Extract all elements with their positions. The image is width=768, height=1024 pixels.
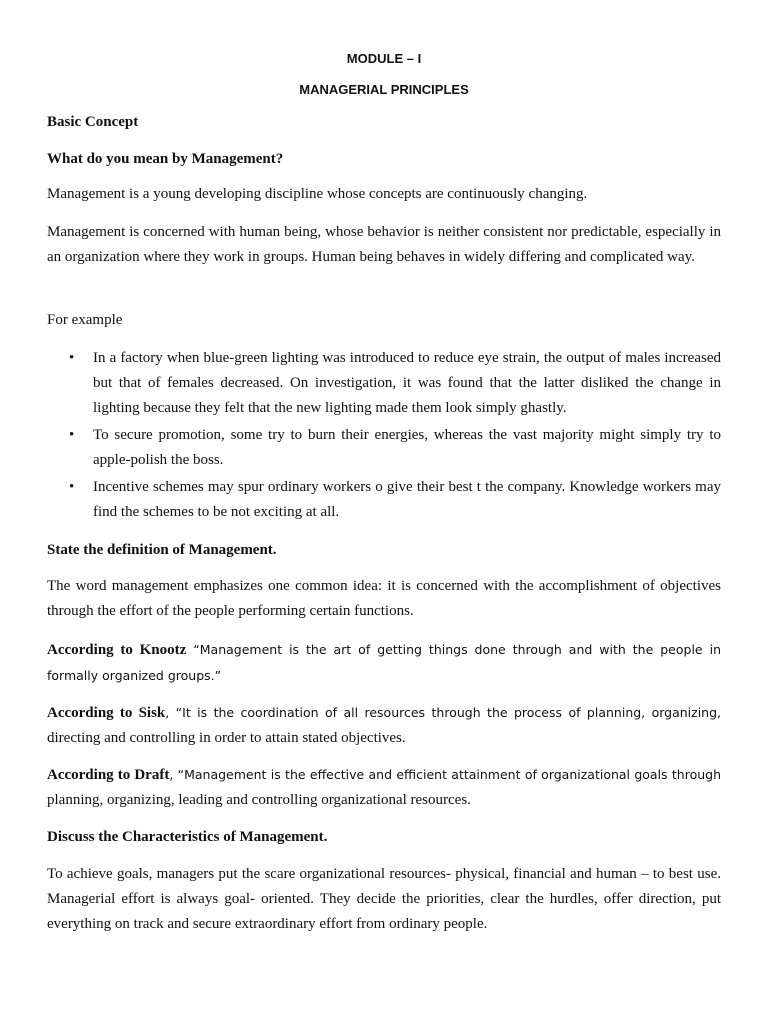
example-bullet-list	[47, 346, 721, 527]
bullet-text: Incentive schemes may spur ordinary workers o give their best t the company. Knowledge workers may find the schemes to be not exciting at all.	[93, 479, 721, 520]
definition-sisk	[47, 700, 721, 751]
definition-draft-quote: , “Management is the effective and efficient attainment of organizational goals through	[169, 767, 722, 782]
section-title: MANAGERIAL PRINCIPLES	[299, 82, 469, 97]
definition-sisk-label: According to Sisk	[47, 705, 166, 721]
definition-sisk-quote-end: directing and controlling in order to attain stated objectives.	[47, 730, 406, 746]
module-title: MODULE – I	[346, 51, 422, 66]
bullet-text: In a factory when blue-green lighting was introduced to reduce eye strain, the output of males increased but that of females decreased. On investigation, it was found that the latter disliked the change in lighting because they felt that the new lighting made them look simply ghastly.	[93, 350, 721, 416]
definition-draft	[47, 762, 721, 813]
question-characteristics: Discuss the Characteristics of Management.	[47, 829, 328, 845]
definition-knootz	[47, 637, 721, 689]
for-example-label: For example	[47, 312, 123, 328]
paragraph-young-discipline: Management is a young developing discipline whose concepts are continuously changing.	[47, 186, 588, 202]
list-item	[47, 475, 721, 525]
question-meaning-of-management: What do you mean by Management?	[47, 151, 284, 167]
bullet-text: To secure promotion, some try to burn their energies, whereas the vast majority might simply try to apple-polish the boss.	[93, 427, 721, 468]
definition-knootz-quote: “Management is the art of getting things done through and with the people in formally organized groups.”	[47, 642, 721, 683]
list-item	[47, 346, 721, 421]
bullet-icon: •	[69, 479, 75, 495]
definition-draft-quote-end: planning, organizing, leading and controlling organizational resources.	[47, 792, 471, 808]
question-definition: State the definition of Management.	[47, 542, 277, 558]
bullet-icon: •	[69, 350, 75, 366]
paragraph-human-being: Management is concerned with human being, whose behavior is neither consistent nor predictable, especially in an organization where they work in groups. Human being behaves in widely differing and complicated way.	[47, 224, 721, 265]
definition-draft-label: According to Draft	[47, 767, 170, 783]
paragraph-common-idea: The word management emphasizes one common idea: it is concerned with the accomplishment of objectives through the effort of the people performing certain functions.	[47, 578, 721, 619]
definition-knootz-label: According to Knootz	[47, 642, 187, 658]
bullet-icon: •	[69, 427, 75, 443]
heading-basic-concept: Basic Concept	[47, 114, 139, 130]
paragraph-achieve-goals: To achieve goals, managers put the scare organizational resources- physical, financial and human – to best use. Managerial effort is always goal- oriented. They decide the priorities, clear the hurdles, offer direction, put everything on track and secure extraordinary effort from ordinary people.	[47, 866, 721, 932]
definition-sisk-quote: , “It is the coordination of all resources through the process of planning, organizing,	[165, 705, 722, 720]
list-item	[47, 423, 721, 473]
